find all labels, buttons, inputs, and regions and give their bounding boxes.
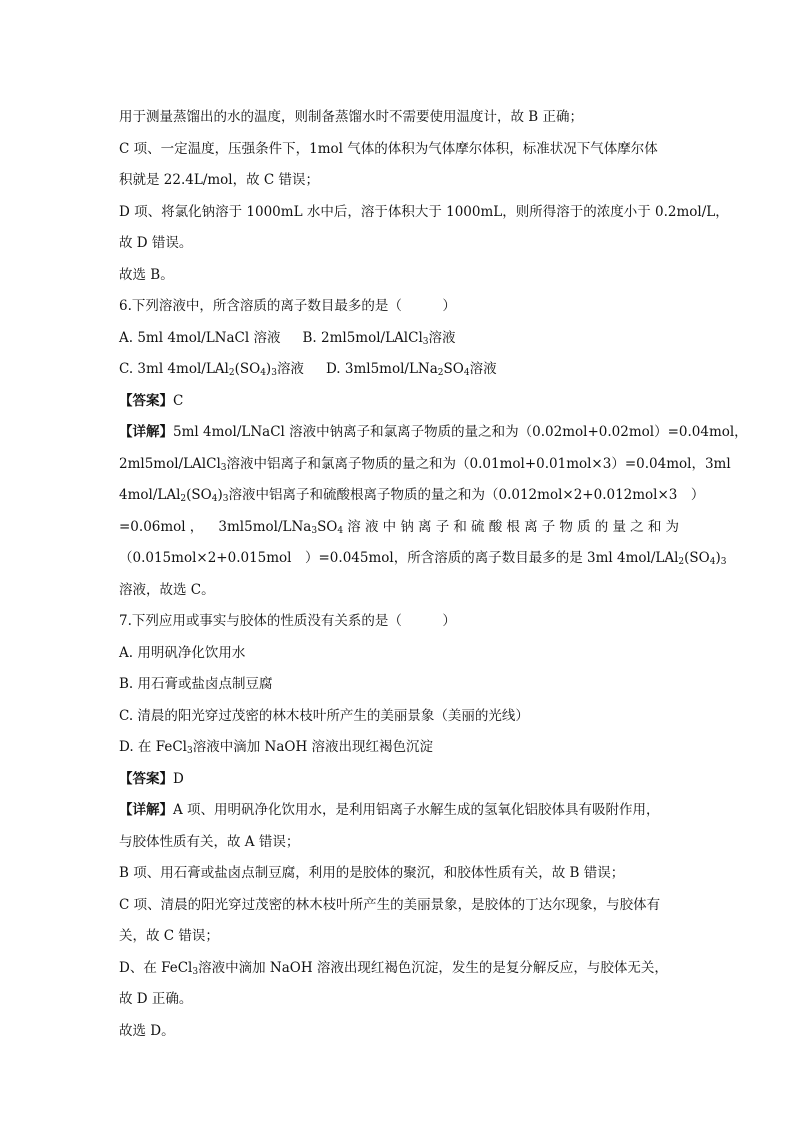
answer-value: D — [173, 770, 184, 787]
option-b: B. 2ml5mol/LAlCl$_3$溶液 — [302, 329, 456, 347]
question-7-detail-line: C 项、清晨的阳光穿过茂密的林木枝叶所产生的美丽景象，是胶体的丁达尔现象，与胶体有 — [119, 896, 661, 913]
document-body — [119, 102, 748, 1047]
detail-label: 【详解】 — [119, 802, 173, 818]
option-a: A. 5ml 4mol/LNaCl 溶液 — [119, 329, 281, 346]
option-c: C. 3ml $4mol/LAl_2(SO_4)_3$溶液 — [119, 361, 304, 378]
question-7-detail-line: 关，故 C 错误； — [119, 928, 219, 944]
question-7-detail-line: B 项、用石膏或盐卤点制豆腐，利用的是胶体的聚沉，和胶体性质有关，故 B 错误； — [119, 865, 625, 881]
conclusion-line: 故选 B。 — [119, 266, 174, 283]
answer-label: 【答案】 — [119, 770, 173, 787]
option-d: D. 在 FeCl$_3$溶液中滴加 NaOH 溶液出现红褐色沉淀 — [119, 739, 434, 756]
conclusion-line: 故选 D。 — [119, 1022, 175, 1039]
question-7-stem: 7.下列应用或事实与胶体的性质没有关系的是（ ） — [119, 613, 456, 629]
detail-label: 【详解】 — [119, 424, 173, 440]
explanation-line: D 项、将氯化钠溶于 1000mL 水中后，溶于体积大于 1000mL，则所得溶于的浓度小于 0.2mol/L， — [119, 203, 729, 220]
option-a: A. 用明矾净化饮用水 — [119, 644, 246, 661]
question-7-detail-line: 【详解】A 项、用明矾净化饮用水，是利用铝离子水解生成的氢氧化铝胶体具有吸附作用， — [119, 802, 660, 818]
question-6-answer — [119, 386, 679, 418]
question-7-detail-line: 故 D 正确。 — [119, 991, 193, 1007]
question-6-detail-line: $4mol/LAl_2(SO_4)_3$溶液中铝离子和硫酸根离子物质的量之和为（0.012mol×2+0.012mol×3 ） — [119, 487, 705, 504]
explanation-line: 积就是 22.4L/mol，故 C 错误； — [119, 172, 320, 188]
answer-value: C — [173, 392, 184, 409]
question-7-answer — [119, 764, 679, 796]
question-6-options-cd — [119, 354, 679, 386]
question-6-stem: 6.下列溶液中，所含溶质的离子数目最多的是（ ） — [119, 298, 456, 314]
question-6-detail-line: =0.06mol， $3ml5mol/LNa_3SO_4$溶液中钠离子和硫酸根离子物质的量之和为 — [119, 518, 679, 536]
option-b: B. 用石膏或盐卤点制豆腐 — [119, 676, 273, 692]
answer-label: 【答案】 — [119, 392, 173, 409]
option-d: D. $3ml5mol/LNa_2SO_4$溶液 — [325, 361, 497, 378]
option-c: C. 清晨的阳光穿过茂密的林木枝叶所产生的美丽景象（美丽的光线） — [119, 707, 529, 724]
explanation-line: C 项、一定温度，压强条件下，1mol 气体的体积为气体摩尔体积，标准状况下气体摩尔体 — [119, 140, 658, 157]
question-6-detail-line: 2ml5mol/LAlCl$_3$溶液中铝离子和氯离子物质的量之和为（0.01mol+0.01mol×3）=0.04mol，3ml — [119, 455, 731, 473]
explanation-line: 故 D 错误。 — [119, 235, 193, 251]
question-6-options-ab — [119, 323, 679, 355]
question-7-detail-line: 与胶体性质有关，故 A 错误； — [119, 833, 300, 850]
question-6-detail-line: 溶液，故选 C。 — [119, 581, 215, 598]
question-6-detail-line: （0.015mol×2+0.015mol ）=0.045mol，所含溶质的离子数目最多的是 3ml $4mol/LAl_2(SO_4)_3$ — [119, 550, 727, 567]
question-6-detail-line: 【详解】5ml 4mol/LNaCl 溶液中钠离子和氯离子物质的量之和为（0.02mol+0.02mol）=0.04mol， — [119, 424, 748, 440]
question-7-detail-line: D、在 FeCl$_3$溶液中滴加 NaOH 溶液出现红褐色沉淀，发生的是复分解反应，与胶体无关， — [119, 959, 668, 977]
explanation-line: 用于测量蒸馏出的水的温度，则制备蒸馏水时不需要使用温度计，故 B 正确； — [119, 109, 584, 125]
